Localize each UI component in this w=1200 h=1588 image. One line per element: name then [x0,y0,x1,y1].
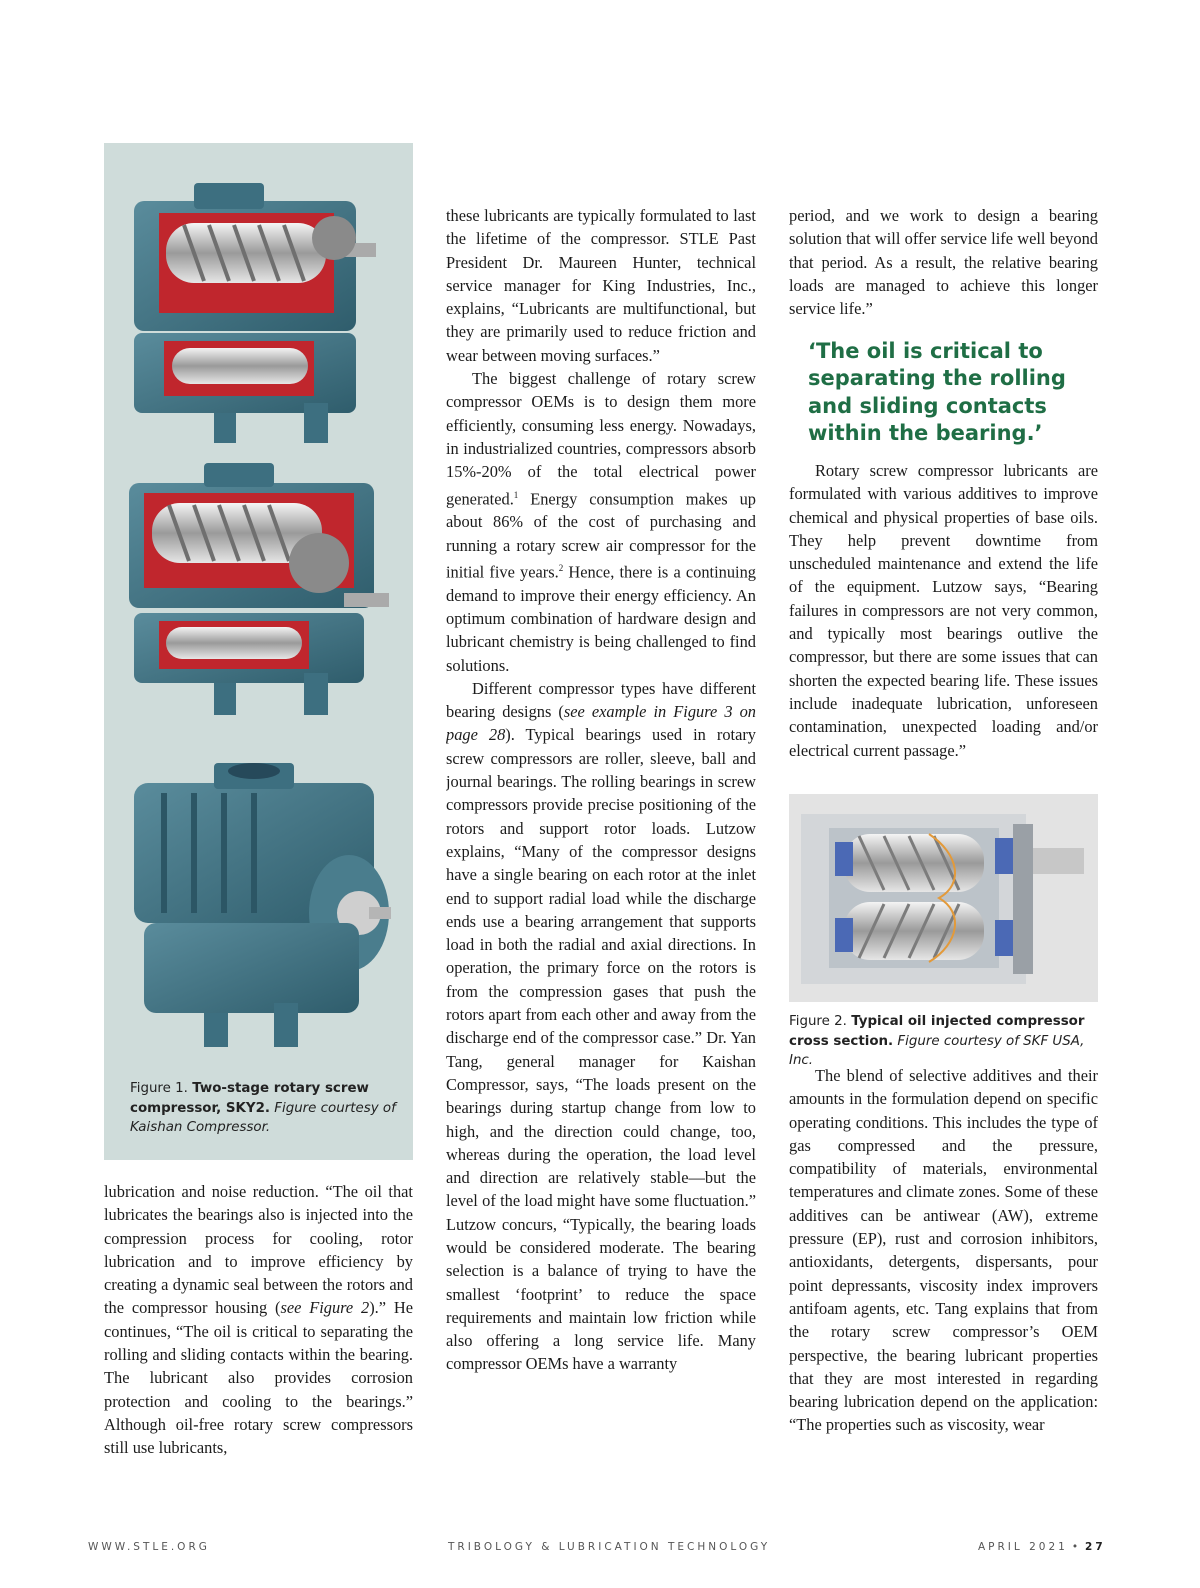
text-run: ). Typical bearings used in rotary screw compressors are roller, sleeve, ball and journal bearings. The rolling bearings in screw compressors provide precise positioning of the rotors and support rotor loads. Lutzow explains, “Many of the compressor designs have a single bearing on each rotor at the inlet end to support radial load while the discharge ends use a bearing arrangement that supports load in both the radial and axial directions. In operation, the primary force on the rotors is from the compression gases that push the rotors apart from each other and away from the discharge end of the compressor case.” Dr. Yan Tang, general manager for Kaishan Compressor, says, “The loads present on the bearings during startup change from low to high, and the direction could change, too, whereas during the operation, the load level and direction are relatively stable—but the level of the load might have some fluctuation.” Lutzow concurs, “Typically, the bearing loads would be considered moderate. The bearing selection is a balance of trying to have the smallest ‘footprint’ to reduce the space requirements and maintain low friction while also offering a long service life. Many compressor OEMs have a warranty [446,725,756,1374]
column-2-paragraph-1: these lubricants are typically formulated to last the lifetime of the compressor. STLE Past President Dr. Maureen Hunter, technical service manager for King Industries, Inc., explains, “Lubricants are multifunctional, but they are primarily used to reduce friction and wear between moving surfaces.” [446,206,756,365]
text-run: The biggest challenge of rotary screw compressor OEMs is to design them more efficiently, consuming less energy. Nowadays, in industrialized countries, compressors absorb 15%-20% of the total electrical power generated. [446,369,756,509]
footer-website: WWW.STLE.ORG [88,1541,210,1553]
figure-1-panel [104,143,413,1160]
figure-reference: see Figure 2 [280,1298,370,1318]
figure-1-label: Figure 1. [130,1081,193,1096]
compressor-cutaway-middle [129,463,389,715]
column-3-paragraph-2 [789,459,1098,789]
text-run: Hence, there is a continuing demand to improve their energy efficiency. An optimum combination of hardware design and lubricant chemistry is being challenged to find solutions. [446,562,756,675]
column-3-text: period, and we work to design a bearing solution that will offer service life well beyond that period. As a result, the relative bearing loads are managed to achieve this longer service life.” [789,206,1098,319]
column-2-text [446,204,756,1462]
text-run: lubrication and noise reduction. “The oil that lubricates the bearings also is injected into the compression process for cooling, rotor lubrication and to improve efficiency by creating a dynamic seal between the rotors and the compressor housing ( [104,1182,413,1318]
figure-2-title: Typical oil injected compressor cross section. [789,1014,1085,1049]
issue-date: APRIL 2021 [978,1541,1068,1553]
footer-separator: • [1071,1541,1082,1553]
figure-2-label: Figure 2. [789,1014,852,1029]
figure-1-title: Two-stage rotary screw compressor, SKY2. [130,1081,369,1116]
figure-2-image [789,794,1098,1002]
compressor-closed-bottom [134,763,391,1047]
column-3-text: The blend of selective additives and their amounts in the formulation depend on specific operating conditions. This includes the type of gas compressed and the pressure, compatibility of materials, environmental temperatures and climate zones. Some of these additives can be antiwear (AW), extreme pressure (EP), rust and corrosion inhibitors, antioxidants, detergents, dispersants, pour point depressants, viscosity index improvers antifoam agents, etc. Tang explains that from the rotary screw compressor’s OEM perspective, the bearing lubricant properties that they are most interested in regarding bearing lubrication depend on the application: “The properties such as viscosity, wear [789,1066,1098,1435]
text-run: Energy consumption makes up about 86% of the cost of purchasing and running a rotary screw air compressor for the initial five years. [446,489,756,582]
page-number: 27 [1085,1541,1106,1553]
figure-1-credit: Figure courtesy of Kaishan Compressor. [130,1100,396,1135]
text-run: Different compressor types have different bearing designs ( [446,678,756,722]
column-2-paragraph-2 [446,367,756,677]
pull-quote: ‘The oil is critical to separating the rolling and sliding contacts within the bearing.’ [808,339,1066,446]
column-1-paragraph [104,1180,413,1460]
footnote-ref: 2 [558,562,564,573]
column-3-paragraph-3 [789,1064,1098,1462]
column-3-paragraph-1 [789,204,1098,320]
footer-magazine-title: TRIBOLOGY & LUBRICATION TECHNOLOGY [448,1541,771,1553]
figure-2-credit: Figure courtesy of SKF USA, Inc. [789,1033,1085,1068]
figure-1-caption [130,1079,400,1138]
column-3-text: Rotary screw compressor lubricants are formulated with various additives to improve chemical and physical properties of base oils. They help prevent downtime from unscheduled maintenance and extend the life of the equipment. Lutzow says, “Bearing failures in compressors are not very common, and typically most bearings outlive the compressor, but there are some issues that can shorten the expected bearing life. These issues include inadequate lubrication, unforeseen contamination, unexpected loading and/or electrical current passage.” [789,461,1098,760]
compressor-cutaway-top [134,183,376,443]
column-1-text [104,1180,413,1462]
footer-date-page [978,1541,1106,1553]
text-run: ).” He continues, “The oil is critical to separating the rolling and sliding contacts within the bearing. The lubricant also provides corrosion protection and cooling to the bearings.” Although oil-free rotary screw compressors still use lubricants, [104,1298,413,1458]
figure-1-illustration [104,143,413,1063]
figure-2-illustration [789,794,1098,1002]
figure-2-caption [789,1012,1098,1071]
figure-reference: see example in Figure 3 on page 28 [446,702,756,745]
column-2-paragraph-3 [446,677,756,1376]
footnote-ref: 1 [513,489,519,500]
